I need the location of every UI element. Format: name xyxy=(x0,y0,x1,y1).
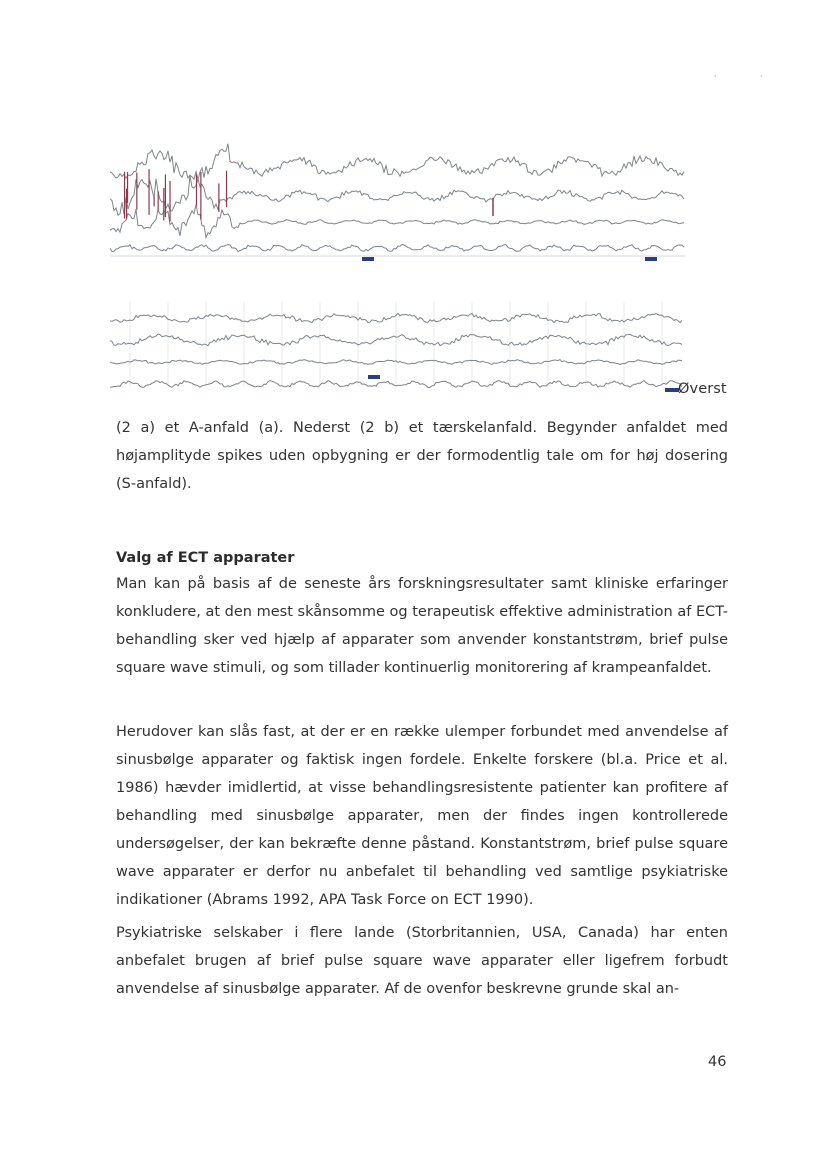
eeg-event-marker xyxy=(362,257,374,261)
eeg-top-traces xyxy=(110,138,685,266)
paragraph: Herudover kan slås fast, at der er en række ulemper forbundet med anvendelse af sinusbølge apparater og faktisk ingen fordele. Enkelte forskere (bl.a. Price et al. 1986) hævder imidlertid, at visse behandlingsresistente patienter kan profitere af behandling med sinusbølge apparater, men der findes ingen kontrollerede undersøgelser, der kan bekræfte denne påstand. Konstantstrøm, brief pulse square wave apparater er derfor nu anbefalet til behandling ved samtlige psykiatriske indikationer (Abrams 1992, APA Task Force on ECT 1990). xyxy=(116,724,728,908)
scan-mark-left: · xyxy=(714,72,717,81)
eeg-event-marker xyxy=(368,375,380,379)
eeg-trace xyxy=(110,144,684,180)
eeg-bottom-traces xyxy=(110,292,682,396)
page-number: 46 xyxy=(708,1054,727,1070)
eeg-trace xyxy=(110,205,684,238)
paragraph: Psykiatriske selskaber i flere lande (Storbritannien, USA, Canada) har enten anbefalet brugen af brief pulse square wave apparater eller ligefrem forbudt anvendelse af sinusbølge apparater. Af de ovenfor beskrevne grunde skal an- xyxy=(116,925,728,997)
eeg-figure-top xyxy=(110,138,685,266)
section-heading: Valg af ECT apparater xyxy=(116,550,295,566)
eeg-event-marker xyxy=(645,257,657,261)
figure-label-overst: Øverst xyxy=(678,381,727,397)
eeg-figure-bottom xyxy=(110,292,682,396)
eeg-trace xyxy=(110,245,684,252)
figure-caption: (2 a) et A-anfald (a). Nederst (2 b) et tærskelanfald. Begynder anfaldet med højamplityde spikes uden opbygning er der formodentlig tale om for høj dosering (S-anfald). xyxy=(116,420,728,492)
paragraph: Man kan på basis af de seneste års forskningsresultater samt kliniske erfaringer konkludere, at den mest skånsomme og terapeutisk effektive administration af ECT-behandling sker ved hjælp af apparater som anvender konstantstrøm, brief pulse square wave stimuli, og som tillader kontinuerlig monitorering af krampeanfaldet. xyxy=(116,576,728,676)
eeg-event-marker xyxy=(665,388,679,392)
scan-mark-right: · xyxy=(760,72,763,81)
